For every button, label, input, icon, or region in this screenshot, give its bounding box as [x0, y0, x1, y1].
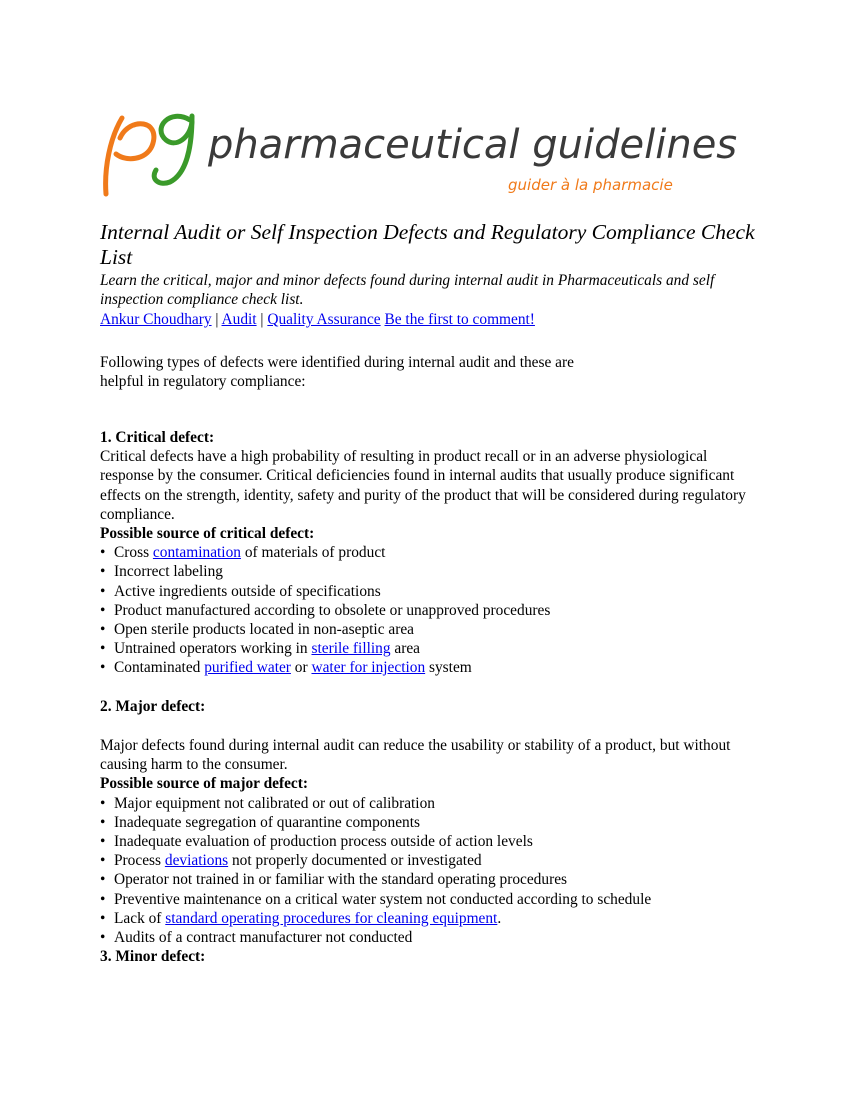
- critical-source-heading: Possible source of critical defect:: [100, 525, 315, 543]
- list-item: • Incorrect labeling: [100, 562, 760, 581]
- list-item: • Active ingredients outside of specifications: [100, 582, 760, 601]
- deviations-link[interactable]: deviations: [164, 852, 229, 870]
- major-source-heading: Possible source of major defect:: [100, 775, 309, 793]
- category-link-audit[interactable]: Audit: [221, 311, 257, 328]
- list-item: • Open sterile products located in non-aseptic area: [100, 620, 760, 639]
- pg-mark-icon: [106, 116, 192, 194]
- major-source-list: [100, 794, 760, 948]
- sterile-filling-link[interactable]: sterile filling: [311, 640, 391, 658]
- list-item: • Untrained operators working in sterile filling area: [100, 639, 760, 658]
- list-item: • Process deviations not properly documented or investigated: [100, 851, 760, 870]
- minor-defect-heading: 3. Minor defect:: [100, 948, 206, 966]
- contamination-link[interactable]: contamination: [152, 544, 241, 562]
- logo-tagline: guider à la pharmacie: [508, 176, 673, 194]
- list-item: • Inadequate segregation of quarantine components: [100, 813, 760, 832]
- sop-cleaning-equipment-link[interactable]: standard operating procedures for cleaning equipment: [165, 909, 498, 927]
- water-for-injection-link[interactable]: water for injection: [311, 659, 426, 677]
- pharmaceutical-guidelines-logo: [100, 98, 738, 198]
- critical-defect-section: [100, 428, 760, 678]
- list-item: • Major equipment not calibrated or out of calibration: [100, 794, 760, 813]
- category-link-quality-assurance[interactable]: Quality Assurance: [267, 311, 381, 328]
- critical-defect-body: Critical defects have a high probability of resulting in product recall or in an adverse physiological response by the consumer. Critical deficiencies found in internal audits that usually produce significant effects on the strength, identity, safety and purity of the product that will be considered during regulatory compliance.: [100, 448, 746, 523]
- major-defect-body: Major defects found during internal audit can reduce the usability or stability of a product, but without causing harm to the consumer.: [100, 737, 731, 774]
- author-link[interactable]: Ankur Choudhary: [100, 311, 212, 328]
- major-defect-heading: 2. Major defect:: [100, 698, 206, 715]
- critical-defect-heading: 1. Critical defect:: [100, 429, 215, 446]
- purified-water-link[interactable]: purified water: [204, 659, 291, 677]
- logo-name: pharmaceutical guidelines: [208, 122, 738, 168]
- article-byline: [100, 310, 760, 329]
- critical-source-list: [100, 543, 760, 677]
- article-title: Internal Audit or Self Inspection Defects and Regulatory Compliance Check List: [100, 220, 755, 269]
- major-defect-section: [100, 736, 760, 966]
- comment-link[interactable]: Be the first to comment!: [384, 311, 535, 328]
- list-item: • Lack of standard operating procedures for cleaning equipment.: [100, 909, 760, 928]
- list-item: • Audits of a contract manufacturer not conducted: [100, 928, 760, 947]
- list-item: • Preventive maintenance on a critical water system not conducted according to schedule: [100, 890, 760, 909]
- list-item: • Contaminated purified water or water for injection system: [100, 658, 760, 677]
- byline-separator: |: [211, 311, 222, 328]
- article-lead: Learn the critical, major and minor defects found during internal audit in Pharmaceuticals and self inspection compliance check list.: [100, 272, 715, 309]
- list-item: • Cross contamination of materials of product: [100, 543, 760, 562]
- list-item: • Operator not trained in or familiar with the standard operating procedures: [100, 870, 760, 889]
- intro-paragraph: Following types of defects were identified during internal audit and these are helpful in regulatory compliance:: [100, 354, 574, 391]
- list-item: • Inadequate evaluation of production process outside of action levels: [100, 832, 760, 851]
- list-item: • Product manufactured according to obsolete or unapproved procedures: [100, 601, 760, 620]
- byline-separator: |: [256, 311, 268, 328]
